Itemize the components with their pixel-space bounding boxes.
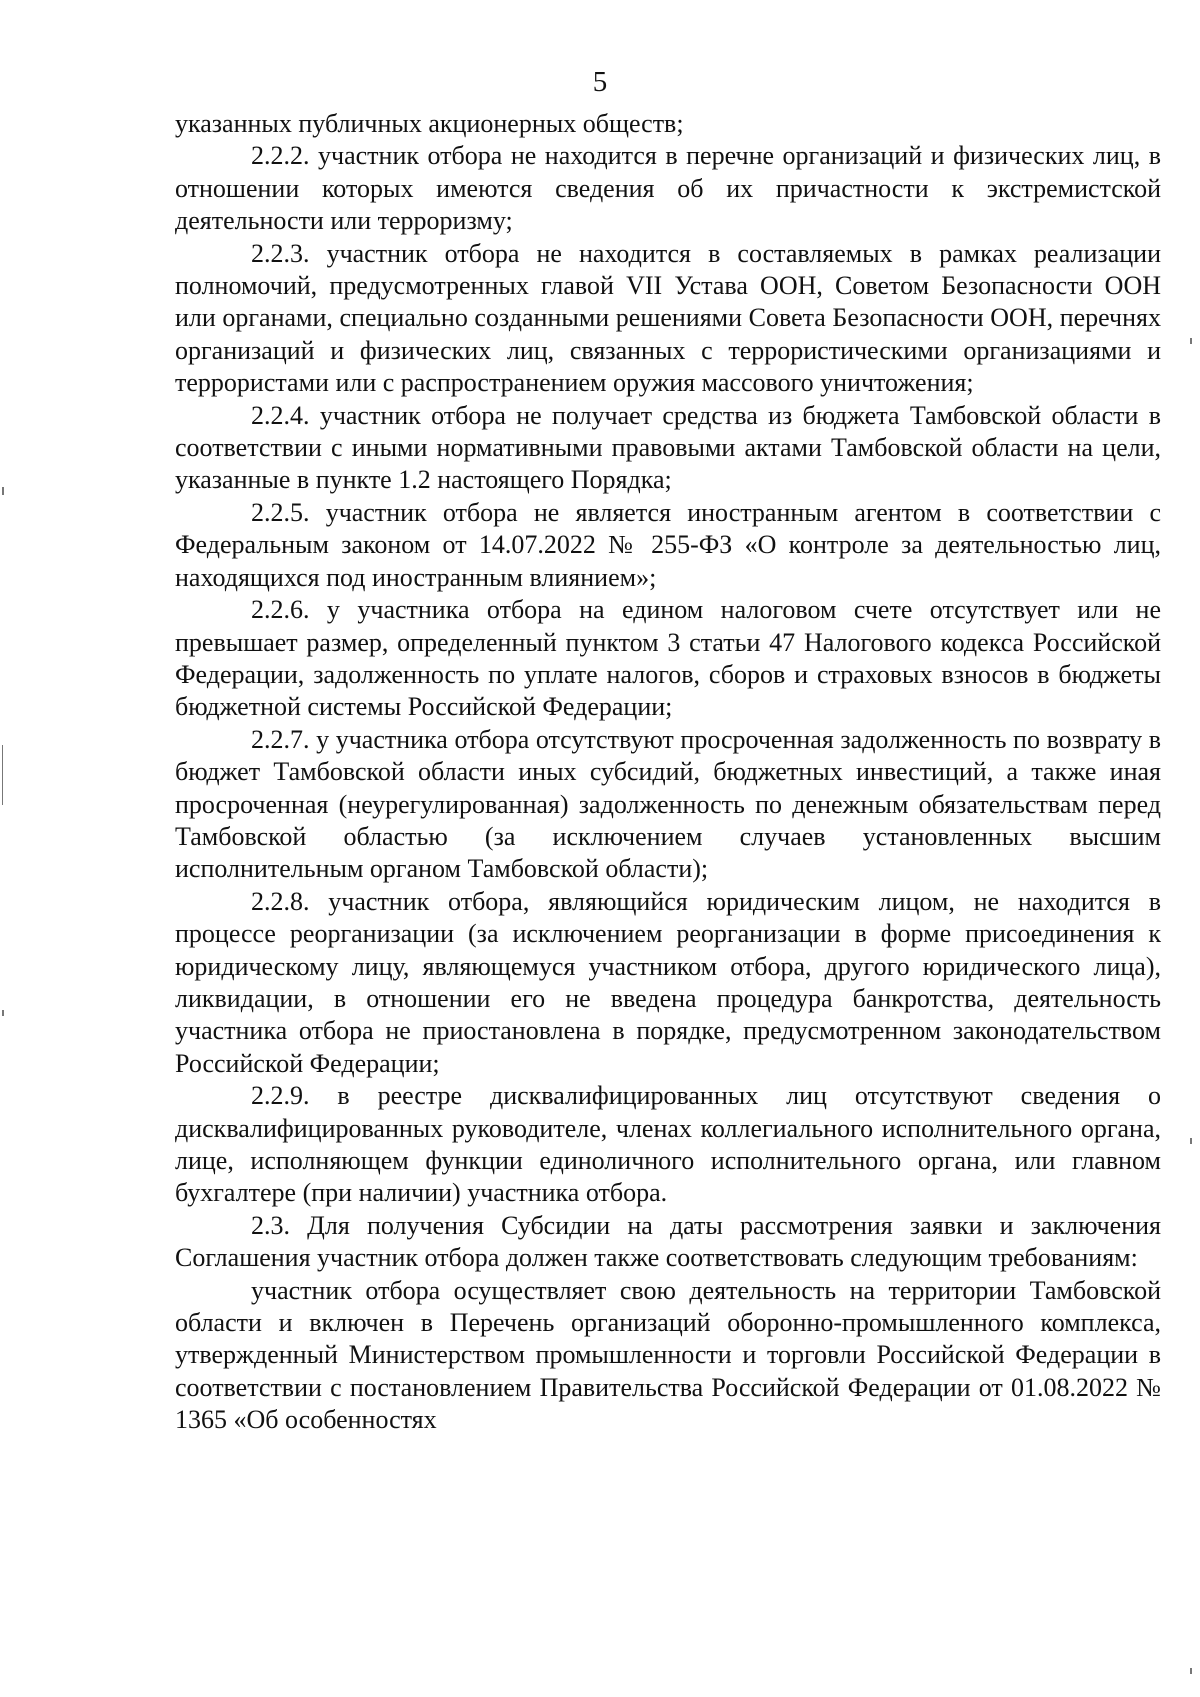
paragraph-2-2-6: 2.2.6. у участника отбора на едином налоговом счете отсутствует или не превышает размер, определенный пунктом 3 статьи 47 Налогового кодекса Российской Федерации, задолженность по уплате налогов, сборов и страховых взносов в бюджеты бюджетной системы Российской Федерации; <box>175 595 1161 722</box>
page-number: 5 <box>592 66 608 98</box>
scan-mark-left-1 <box>2 487 4 495</box>
paragraph-2-2-2: 2.2.2. участник отбора не находится в перечне организаций и физических лиц, в отношении которых имеются сведения об их причастности к экстремистской деятельности или терроризму; <box>175 141 1161 236</box>
paragraph-2-3: 2.3. Для получения Субсидии на даты рассмотрения заявки и заключения Соглашения участник отбора должен также соответствовать следующим требованиям: <box>175 1210 1161 1273</box>
scan-mark-right-1 <box>1190 338 1192 344</box>
scan-mark-left-3 <box>2 1010 4 1016</box>
paragraph-2-2-5: 2.2.5. участник отбора не является иностранным агентом в соответствии с Федеральным законом от 14.07.2022 № 255-ФЗ «О контроле за деятельностью лиц, находящихся под иностранным влиянием»; <box>175 497 1161 592</box>
paragraph-2-2-9: 2.2.9. в реестре дисквалифицированных лиц отсутствуют сведения о дисквалифицированных руководителе, членах коллегиального исполнительного органа, лице, исполняющем функции единоличного исполнительного органа, или главном бухгалтере (при наличии) участника отбора. <box>175 1081 1161 1208</box>
paragraph-2-3-requirement: участник отбора осуществляет свою деятельность на территории Тамбовской области и включен в Перечень организаций оборонно-промышленного комплекса, утвержденный Министерством промышленности и торговли Российской Федерации в соответствии с постановлением Правительства Российской Федерации от 01.08.2022 № 1365 «Об особенностях <box>175 1275 1161 1435</box>
paragraph-continuation: указанных публичных акционерных обществ; <box>175 109 684 138</box>
document-body <box>175 108 1161 1437</box>
paragraph-2-2-8: 2.2.8. участник отбора, являющийся юридическим лицом, не находится в процессе реорганизации (за исключением реорганизации в форме присоединения к юридическому лицу, являющемуся участником отбора, другого юридического лица), ликвидации, в отношении его не введена процедура банкротства, деятельность участника отбора не приостановлена в порядке, предусмотренном законодательством Российской Федерации; <box>175 886 1161 1078</box>
paragraph-2-2-7: 2.2.7. у участника отбора отсутствуют просроченная задолженность по возврату в бюджет Тамбовской области иных субсидий, бюджетных инвестиций, а также иная просроченная (неурегулированная) задолженность по денежным обязательствам перед Тамбовской областью (за исключением случаев установленных высшим исполнительным органом Тамбовской области); <box>175 724 1161 884</box>
scan-mark-right-3 <box>1190 1668 1192 1674</box>
paragraph-2-2-3: 2.2.3. участник отбора не находится в составляемых в рамках реализации полномочий, предусмотренных главой VII Устава ООН, Советом Безопасности ООН или органами, специально созданными решениями Совета Безопасности ООН, перечнях организаций и физических лиц, связанных с террористическими организациями и террористами или с распространением оружия массового уничтожения; <box>175 238 1161 398</box>
paragraph-2-2-4: 2.2.4. участник отбора не получает средства из бюджета Тамбовской области в соответствии с иными нормативными правовыми актами Тамбовской области на цели, указанные в пункте 1.2 настоящего Порядка; <box>175 400 1161 495</box>
scan-mark-left-2 <box>2 745 3 805</box>
scan-mark-right-2 <box>1190 1138 1192 1144</box>
